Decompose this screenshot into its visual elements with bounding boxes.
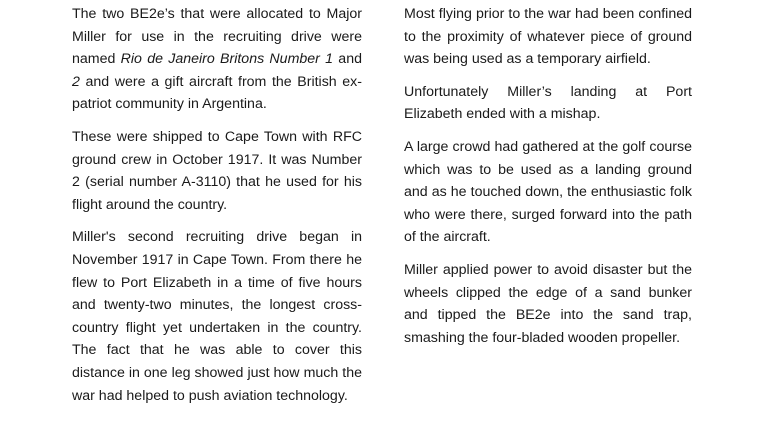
paragraph-text: and <box>333 51 362 68</box>
paragraph-flying-prior: Most flying prior to the war had been confined to the proximity of whatever piece of ground was being used as a temporary airfield. <box>404 6 692 68</box>
paragraph-be2e-allocation <box>72 3 362 116</box>
paragraph-landing-mishap: Unfortunately Miller’s landing at Port Elizabeth ended with a mishap. <box>404 83 692 123</box>
paragraph-sand-bunker: Miller applied power to avoid disaster but the wheels clipped the edge of a sand bunker and tipped the BE2e into the sand trap, smashing the four-bladed wooden propeller. <box>404 261 692 346</box>
aircraft-name-italic: Rio de Janeiro Britons Number 1 <box>120 51 334 68</box>
paragraph-recruiting-drive: Miller's second recruiting drive began in November 1917 in Cape Town. From there he flew to Port Elizabeth in a time of five hours and twenty-two minutes, the longest cross-country flight yet undertaken in the country. The fact that he was able to cover this distance in one leg showed just how much the war had helped to push aviation technology. <box>72 229 362 404</box>
paragraph-shipped-cape-town: These were shipped to Cape Town with RFC ground crew in October 1917. It was Number 2 (serial number A-3110) that he used for his flight around the country. <box>72 128 362 213</box>
aircraft-number-italic: 2 <box>72 73 80 90</box>
left-text-column <box>72 3 362 407</box>
right-text-column <box>404 3 692 349</box>
paragraph-crowd-golf-course: A large crowd had gathered at the golf course which was to be used as a landing ground and as he touched down, the enthusiastic folk who were there, surged forward into the path of the aircraft. <box>404 138 692 246</box>
paragraph-text: The two BE2e’s that were allocated to Major Miller for use in the recruiting drive were named <box>72 6 362 68</box>
paragraph-text: and were a gift aircraft from the British ex-patriot community in Argentina. <box>72 73 362 113</box>
